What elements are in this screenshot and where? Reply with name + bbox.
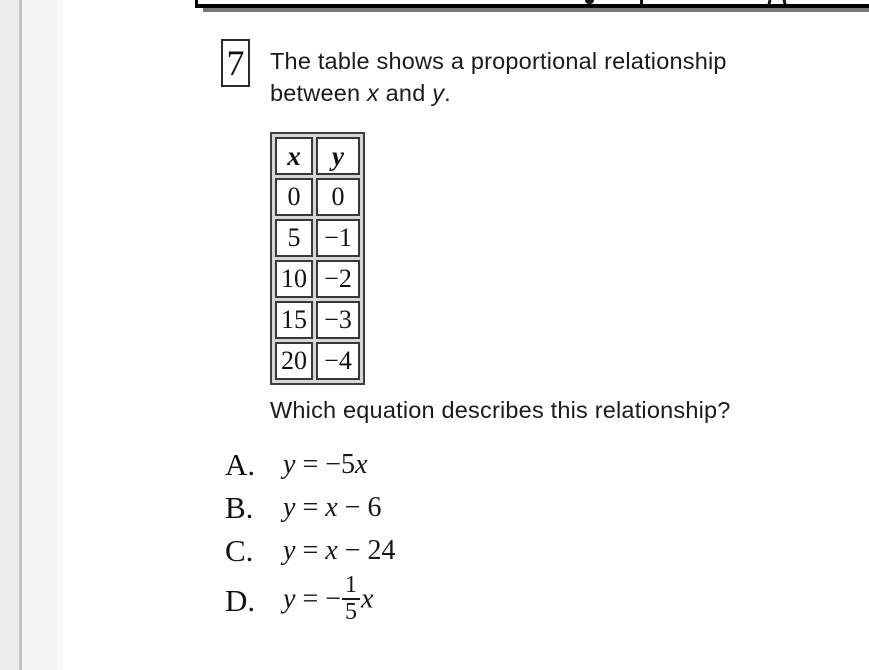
answer-option-A xyxy=(225,443,785,486)
question-number-box xyxy=(221,39,250,87)
table-header-row xyxy=(275,137,360,175)
table-cell: 0 xyxy=(316,178,360,216)
table-cell: 0 xyxy=(275,178,313,216)
fraction: $\frac{1}{5}$ xyxy=(342,573,360,625)
prompt-line-2: between x and y. xyxy=(270,79,451,106)
table-row xyxy=(275,342,360,380)
table-row xyxy=(275,219,360,257)
table-cell: 20 xyxy=(275,342,313,380)
table-cell: 10 xyxy=(275,260,313,298)
clipped-text-descender xyxy=(783,0,787,4)
table-cell: 15 xyxy=(275,301,313,339)
table-row xyxy=(275,260,360,298)
option-label: D. xyxy=(225,583,256,618)
table-cell: 5 xyxy=(275,219,313,257)
page-margin-edge xyxy=(57,0,63,670)
table-cell: −2 xyxy=(316,260,360,298)
table-header-x: x xyxy=(275,137,313,175)
option-label: A. xyxy=(225,446,256,482)
option-label: B. xyxy=(225,489,254,525)
table-row xyxy=(275,178,360,216)
table-row xyxy=(275,301,360,339)
variable-x: x xyxy=(366,79,379,106)
question-number: 7 xyxy=(226,43,245,83)
answer-option-B xyxy=(225,486,785,529)
option-equation: y = −5x xyxy=(283,448,368,480)
table-cell: −3 xyxy=(316,301,360,339)
answer-option-D xyxy=(225,572,785,630)
question-prompt xyxy=(270,46,810,109)
xy-values-table xyxy=(270,132,365,385)
option-label: C. xyxy=(225,532,254,568)
clipped-text-descender xyxy=(640,0,643,5)
question-followup: Which equation describes this relationship? xyxy=(270,397,731,423)
variable-y: y xyxy=(432,79,445,106)
left-gutter xyxy=(0,0,19,670)
answer-option-C xyxy=(225,529,785,572)
option-equation: y = − $\frac{1}{5}$ x xyxy=(283,571,374,625)
option-equation: y = x − 6 xyxy=(283,491,382,523)
page-margin-strip xyxy=(22,0,57,670)
table-header-y: y xyxy=(316,137,360,175)
option-equation: y = x − 24 xyxy=(283,534,396,566)
answer-options xyxy=(225,443,785,630)
table-cell: −1 xyxy=(316,219,360,257)
prompt-line-1: The table shows a proportional relationship xyxy=(270,48,727,74)
table-cell: −4 xyxy=(316,342,360,380)
